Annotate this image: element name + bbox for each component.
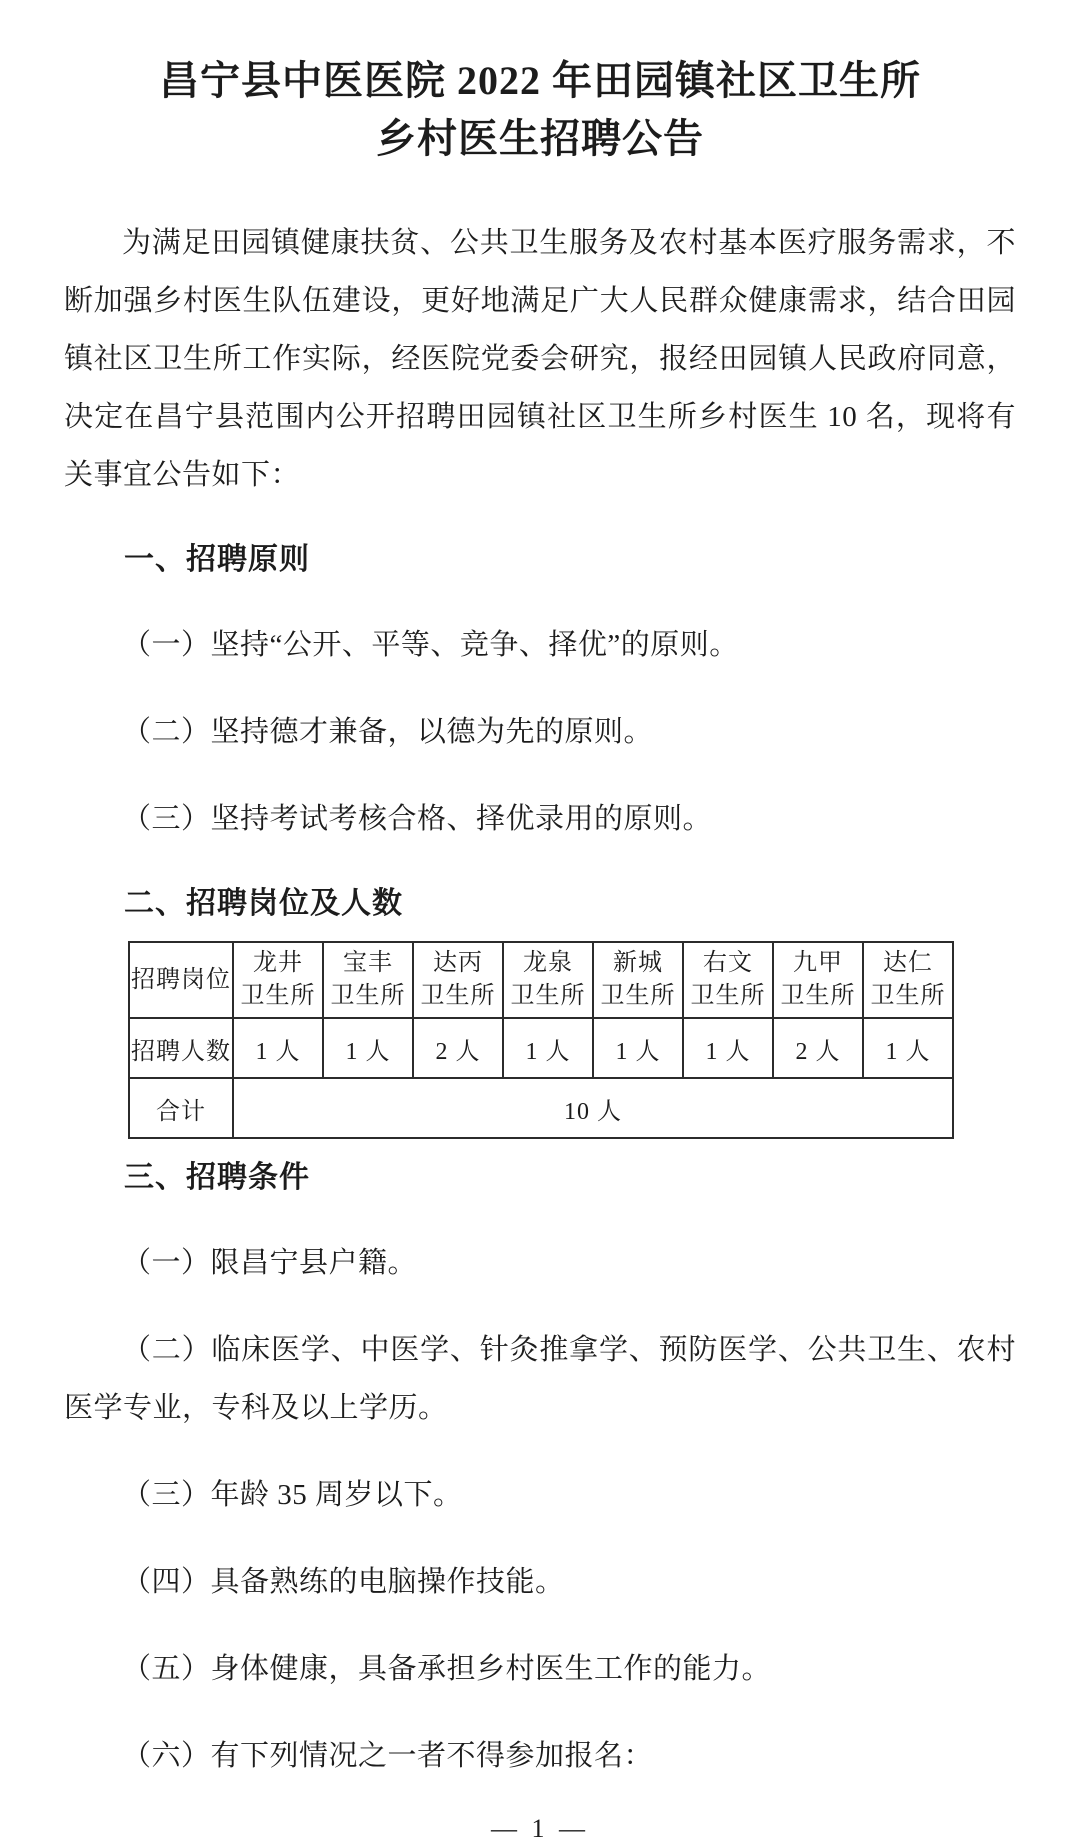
table-cell-station-2 (323, 942, 413, 1018)
conditions-item-3: （三）年龄 35 周岁以下。 (122, 1479, 463, 1511)
section-heading-conditions: 三、招聘条件 (124, 1161, 310, 1194)
table-cell-station-8 (863, 942, 953, 1018)
station-type: 卫生所 (870, 983, 946, 1009)
station-name: 右文 (703, 950, 753, 976)
station-name: 新城 (613, 950, 663, 976)
conditions-item-2: （二）临床医学、中医学、针灸推拿学、预防医学、公共卫生、农村医学专业，专科及以上学历。 (64, 1334, 1016, 1424)
conditions-item-5: （五）身体健康，具备承担乡村医生工作的能力。 (122, 1653, 772, 1685)
station-name: 达丙 (433, 950, 483, 976)
station-type: 卫生所 (780, 983, 856, 1009)
table-cell-station-1 (233, 942, 323, 1018)
station-type: 卫生所 (240, 983, 316, 1009)
station-type: 卫生所 (510, 983, 586, 1009)
table-cell-count-label: 招聘人数 (129, 1018, 233, 1078)
table-header-row (129, 942, 953, 1018)
table-cell-count-3: 2 人 (413, 1018, 503, 1078)
title-line-2: 乡村医生招聘公告 (376, 116, 704, 161)
station-type: 卫生所 (600, 983, 676, 1009)
table-cell-count-6: 1 人 (683, 1018, 773, 1078)
table-cell-count-8: 1 人 (863, 1018, 953, 1078)
station-type: 卫生所 (420, 983, 496, 1009)
station-name: 龙井 (253, 950, 303, 976)
principles-item-3: （三）坚持考试考核合格、择优录用的原则。 (122, 803, 713, 835)
table-cell-station-7 (773, 942, 863, 1018)
table-cell-count-1: 1 人 (233, 1018, 323, 1078)
table-total-row (129, 1078, 953, 1138)
table-cell-station-3 (413, 942, 503, 1018)
conditions-item-6: （六）有下列情况之一者不得参加报名： (122, 1740, 654, 1772)
table-cell-count-2: 1 人 (323, 1018, 413, 1078)
table-cell-station-5 (593, 942, 683, 1018)
station-name: 九甲 (793, 950, 843, 976)
table-count-row (129, 1018, 953, 1078)
station-name: 龙泉 (523, 950, 573, 976)
table-cell-position-label: 招聘岗位 (129, 942, 233, 1018)
station-name: 宝丰 (343, 950, 393, 976)
section-heading-principles: 一、招聘原则 (124, 543, 310, 576)
table-cell-total-value: 10 人 (233, 1078, 953, 1138)
title-line-1: 昌宁县中医医院 2022 年田园镇社区卫生所 (159, 58, 921, 103)
principles-item-2: （二）坚持德才兼备，以德为先的原则。 (122, 716, 654, 748)
table-cell-count-4: 1 人 (503, 1018, 593, 1078)
table-cell-station-4 (503, 942, 593, 1018)
page-number: — 1 — (491, 1814, 589, 1843)
table-cell-count-7: 2 人 (773, 1018, 863, 1078)
table-cell-count-5: 1 人 (593, 1018, 683, 1078)
station-name: 达仁 (883, 950, 933, 976)
table-cell-total-label: 合计 (129, 1078, 233, 1138)
conditions-item-1: （一）限昌宁县户籍。 (122, 1247, 418, 1279)
positions-table (128, 941, 954, 1139)
principles-item-1: （一）坚持“公开、平等、竞争、择优”的原则。 (122, 629, 739, 661)
document-title (64, 52, 1016, 168)
table-cell-station-6 (683, 942, 773, 1018)
station-type: 卫生所 (330, 983, 406, 1009)
station-type: 卫生所 (690, 983, 766, 1009)
section-heading-positions: 二、招聘岗位及人数 (124, 887, 403, 920)
intro-paragraph: 为满足田园镇健康扶贫、公共卫生服务及农村基本医疗服务需求，不断加强乡村医生队伍建设，更好地满足广大人民群众健康需求，结合田园镇社区卫生所工作实际，经医院党委会研究，报经田园镇人民政府同意，决定在昌宁县范围内公开招聘田园镇社区卫生所乡村医生 10 名，现将有关事宜公告如下： (64, 227, 1016, 491)
conditions-item-4: （四）具备熟练的电脑操作技能。 (122, 1566, 565, 1598)
